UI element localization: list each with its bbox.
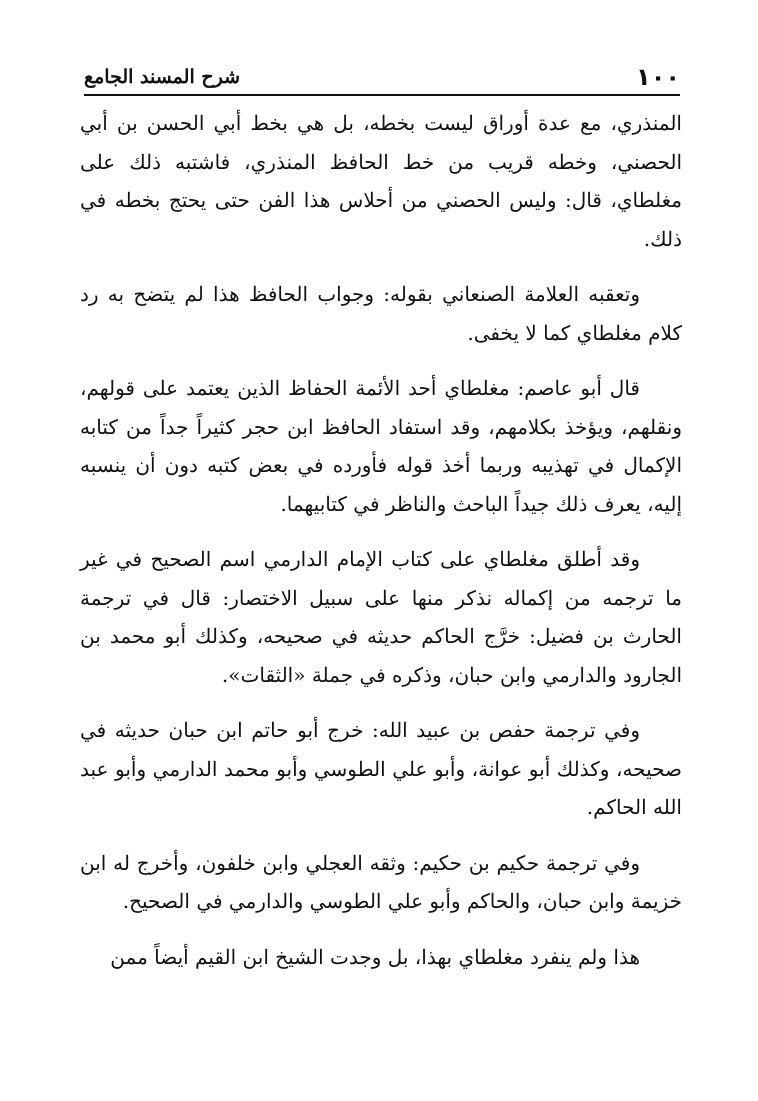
paragraph: قال أبو عاصم: مغلطاي أحد الأئمة الحفاظ الذين يعتمد على قولهم، ونقلهم، ويؤخذ بكلامهم، وقد استفاد الحافظ ابن حجر كثيراً جداً من كتابه الإكمال في تهذيبه وربما أخذ قوله فأورده في بعض كتبه دون أن ينسبه إليه، يعرف ذلك جيداً الباحث والناظر في كتابيهما.: [80, 376, 682, 516]
paragraph: وتعقبه العلامة الصنعاني بقوله: وجواب الحافظ هذا لم يتضح به رد كلام مغلطاي كما لا يخفى.: [80, 282, 682, 345]
header-rule: [84, 94, 680, 96]
paragraph-last: هذا ولم ينفرد مغلطاي بهذا، بل وجدت الشيخ ابن القيم أيضاً ممن: [110, 944, 640, 969]
running-title: شرح المسند الجامع: [84, 66, 241, 88]
page-number: ١٠٠: [636, 63, 680, 91]
paragraph: وفي ترجمة حكيم بن حكيم: وثقه العجلي وابن خلفون، وأخرج له ابن خزيمة وابن حبان، والحاكم وأبو علي الطوسي والدارمي في الصحيح.: [80, 850, 682, 913]
paragraph-continued: المنذري، مع عدة أوراق ليست بخطه، بل هي بخط أبي الحسن بن أبي الحصني، وخطه قريب من خط الحافظ المنذري، فاشتبه ذلك على مغلطاي، قال: وليس الحصني من أحلاس هذا الفن حتى يحتج بخطه في ذلك.: [80, 111, 682, 251]
paragraph: وفي ترجمة حفص بن عبيد الله: خرج أبو حاتم ابن حبان حديثه في صحيحه، وكذلك أبو عوانة، وأبو علي الطوسي وأبو محمد الدارمي وأبو عبد الله الحاكم.: [80, 718, 682, 819]
body-text: [80, 104, 682, 993]
page-header: [84, 62, 680, 92]
paragraph: وقد أطلق مغلطاي على كتاب الإمام الدارمي اسم الصحيح في غير ما ترجمه من إكماله نذكر منها على سبيل الاختصار: قال في ترجمة الحارث بن فضيل: خرَّج الحاكم حديثه في صحيحه، وكذلك أبو محمد بن الجارود والدارمي وابن حبان، وذكره في جملة «الثقات».: [80, 547, 682, 687]
